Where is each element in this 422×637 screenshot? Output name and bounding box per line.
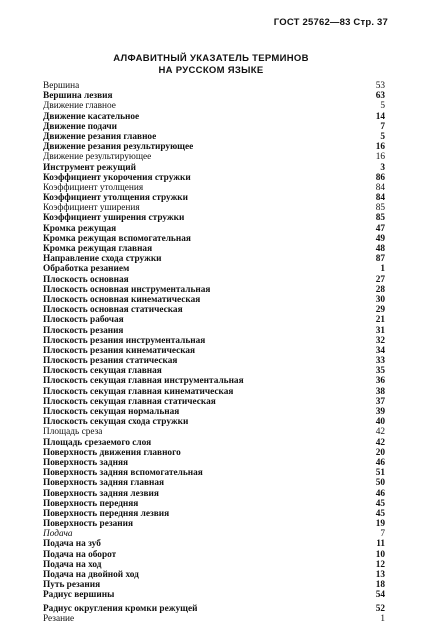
index-entry [43, 407, 385, 417]
index-entry-page: 46 [375, 488, 385, 499]
index-entry-term: Обработка резанием [43, 264, 130, 275]
index-entry-page: 21 [375, 315, 385, 326]
index-entry [43, 397, 385, 407]
index-title-line-1: АЛФАВИТНЫЙ УКАЗАТЕЛЬ ТЕРМИНОВ [113, 53, 309, 64]
index-entry [43, 336, 385, 346]
index-entry [43, 539, 385, 549]
index-entry [43, 387, 385, 397]
index-entry-term: Движение резания результирующее [43, 142, 194, 153]
index-entry-term: Площадь среза [43, 427, 103, 438]
index-entry [43, 91, 385, 101]
index-entry [43, 264, 385, 274]
index-entry [43, 458, 385, 468]
index-entry [43, 305, 385, 315]
index-entry-term: Вершина лезвия [43, 91, 113, 102]
index-entry-page: 36 [375, 376, 385, 387]
index-entry-page: 3 [380, 162, 385, 173]
index-entry-page: 39 [375, 407, 385, 417]
index-entry [43, 122, 385, 132]
index-entry [43, 604, 385, 614]
index-entry-page: 48 [375, 244, 385, 254]
index-entry [43, 234, 385, 244]
index-entry [43, 81, 385, 91]
index-entry-page: 42 [375, 437, 385, 448]
index-entry-page: 16 [375, 152, 385, 163]
index-entry [43, 356, 385, 366]
index-entry-term: Плоскость резания статическая [43, 356, 178, 367]
index-entry-page: 51 [375, 468, 385, 479]
index-entry-page: 20 [375, 447, 385, 458]
index-entry-term: Плоскость резания [43, 325, 124, 336]
index-entry-page: 40 [375, 417, 385, 428]
index-entry [43, 376, 385, 386]
index-entry-term: Движение подачи [43, 121, 117, 132]
index-entry [43, 295, 385, 305]
index-entry-page: 38 [375, 386, 385, 397]
index-entry-term: Поверхность движения главного [43, 447, 181, 458]
index-entry-page: 86 [375, 172, 385, 183]
index-entry [43, 499, 385, 509]
index-entry [43, 468, 385, 478]
index-entry-page: 52 [375, 603, 385, 614]
index-entry [43, 132, 385, 142]
index-entry [43, 224, 385, 234]
index-entry-page: 29 [375, 305, 385, 316]
index-entry [43, 438, 385, 448]
index-entry-page: 46 [375, 457, 385, 468]
index-entry-term: Вершина [43, 81, 80, 91]
index-entry-page: 11 [376, 539, 385, 550]
index-entry-page: 54 [375, 590, 385, 601]
page-header: ГОСТ 25762—83 Стр. 37 [273, 17, 388, 28]
index-entry-page: 85 [375, 203, 385, 214]
index-entry-page: 34 [375, 345, 385, 356]
index-entry-page: 1 [380, 613, 385, 624]
index-entry-term: Плоскость секущая главная [43, 366, 162, 377]
index-entry-term: Кромка режущая вспомогательная [43, 233, 191, 244]
index-entry-term: Коэффициент уширения стружки [43, 213, 185, 224]
index-entry-term: Подача [43, 529, 73, 540]
index-entry [43, 244, 385, 254]
index-entry [43, 112, 385, 122]
index-entry-term: Путь резания [43, 580, 101, 591]
index-entry [43, 152, 385, 162]
index-entry-term: Плоскость основная кинематическая [43, 294, 201, 305]
index-entry [43, 590, 385, 600]
index-entry-page: 33 [375, 356, 385, 367]
index-entry [43, 285, 385, 295]
index-entry-page: 84 [375, 193, 385, 204]
index-entry-term: Коэффициент утолщения стружки [43, 193, 189, 204]
index-entry [43, 275, 385, 285]
index-entry-page: 32 [375, 335, 385, 346]
index-entry-term: Резание [43, 613, 75, 624]
index-entry [43, 346, 385, 356]
index-entry-page: 14 [375, 111, 385, 122]
index-entry-page: 27 [375, 274, 385, 285]
index-entry [43, 427, 385, 437]
index-entry [43, 142, 385, 152]
index-entry [43, 478, 385, 488]
index-entry-term: Подача на оборот [43, 549, 117, 560]
index-entry-term: Коэффициент укорочения стружки [43, 172, 191, 183]
index-entry-term: Движение касательное [43, 111, 140, 122]
index-entry-term: Поверхность передняя лезвия [43, 508, 170, 519]
index-entry [43, 213, 385, 223]
index-entry [43, 448, 385, 458]
index-entry [43, 570, 385, 580]
index-entry-page: 63 [375, 91, 385, 102]
index-entry-page: 7 [380, 529, 385, 540]
index-entry-page: 18 [375, 580, 385, 591]
index-entry [43, 366, 385, 376]
index-entry-term: Плоскость резания кинематическая [43, 345, 196, 356]
index-entry-term: Направление схода стружки [43, 254, 162, 265]
index-entry-term: Поверхность резания [43, 519, 133, 530]
index-entry [43, 417, 385, 427]
index-entry-term: Плоскость рабочая [43, 315, 124, 326]
index-entry-page: 30 [375, 294, 385, 305]
index-entry [43, 254, 385, 264]
index-entry-page: 49 [375, 233, 385, 244]
index-entry [43, 509, 385, 519]
index-entry-page: 12 [375, 559, 385, 570]
index-entry-term: Радиус округления кромки режущей [43, 603, 198, 614]
index-entry-term: Плоскость секущая главная инструментальная [43, 376, 244, 387]
index-entry-term: Плоскость секущая схода стружки [43, 417, 189, 428]
index-entry-page: 5 [380, 131, 385, 142]
index-entry [43, 193, 385, 203]
index-entry-term: Кромка режущая главная [43, 244, 153, 254]
index-entry-term: Плоскость основная [43, 274, 129, 285]
index-entry-page: 42 [375, 427, 385, 438]
index-entry-term: Поверхность задняя [43, 457, 129, 468]
index-entry-term: Подача на ход [43, 559, 102, 570]
index-entry-term: Плоскость основная инструментальная [43, 284, 211, 295]
index-entry [43, 315, 385, 325]
index-entry [43, 203, 385, 213]
index-entry-term: Подача на зуб [43, 539, 101, 550]
index-entry-page: 53 [375, 81, 385, 91]
index-entry-page: 28 [375, 284, 385, 295]
term-index-list [43, 81, 385, 624]
index-entry-page: 10 [375, 549, 385, 560]
index-entry [43, 614, 385, 624]
index-title-line-2: НА РУССКОМ ЯЗЫКЕ [158, 65, 264, 76]
index-entry [43, 326, 385, 336]
index-entry-page: 35 [375, 366, 385, 377]
index-entry-page: 1 [380, 264, 385, 275]
index-entry-term: Подача на двойной ход [43, 570, 139, 580]
index-entry-term: Поверхность задняя лезвия [43, 488, 159, 499]
index-entry-page: 7 [380, 121, 385, 132]
index-entry [43, 101, 385, 111]
index-entry-term: Движение главное [43, 101, 116, 112]
index-entry-term: Площадь срезаемого слоя [43, 437, 152, 448]
index-entry [43, 519, 385, 529]
index-entry [43, 183, 385, 193]
index-entry-term: Плоскость секущая главная статическая [43, 396, 216, 407]
index-entry-term: Плоскость основная статическая [43, 305, 183, 316]
index-entry-term: Радиус вершины [43, 590, 115, 601]
index-entry-term: Поверхность задняя вспомогательная [43, 468, 203, 479]
index-entry-term: Плоскость резания инструментальная [43, 335, 206, 346]
index-entry [43, 560, 385, 570]
index-entry-page: 84 [375, 182, 385, 193]
index-entry-term: Плоскость секущая нормальная [43, 407, 180, 417]
index-entry-term: Инструмент режущий [43, 162, 136, 173]
index-entry-term: Поверхность задняя главная [43, 478, 165, 489]
index-entry-page: 87 [375, 254, 385, 265]
index-entry-term: Кромка режущая [43, 223, 117, 234]
index-entry-page: 31 [375, 325, 385, 336]
index-entry-page: 50 [375, 478, 385, 489]
index-entry-term: Движение результирующее [43, 152, 152, 163]
index-entry-term: Коэффициент утолщения [43, 182, 144, 193]
index-entry [43, 529, 385, 539]
index-entry-page: 16 [375, 142, 385, 153]
index-entry [43, 550, 385, 560]
index-entry-page: 45 [375, 498, 385, 509]
index-entry [43, 173, 385, 183]
index-entry [43, 489, 385, 499]
index-entry-term: Коэффициент уширения [43, 203, 140, 214]
index-entry-term: Плоскость секущая главная кинематическая [43, 386, 234, 397]
index-entry-page: 5 [380, 101, 385, 112]
index-entry-term: Поверхность передняя [43, 498, 139, 509]
index-entry-page: 13 [375, 570, 385, 580]
index-entry-term: Движение резания главное [43, 131, 157, 142]
index-entry [43, 580, 385, 590]
index-entry-page: 19 [375, 519, 385, 530]
index-entry-page: 37 [375, 396, 385, 407]
index-entry [43, 163, 385, 173]
index-entry-page: 47 [375, 223, 385, 234]
index-entry-page: 85 [375, 213, 385, 224]
index-entry-page: 45 [375, 508, 385, 519]
